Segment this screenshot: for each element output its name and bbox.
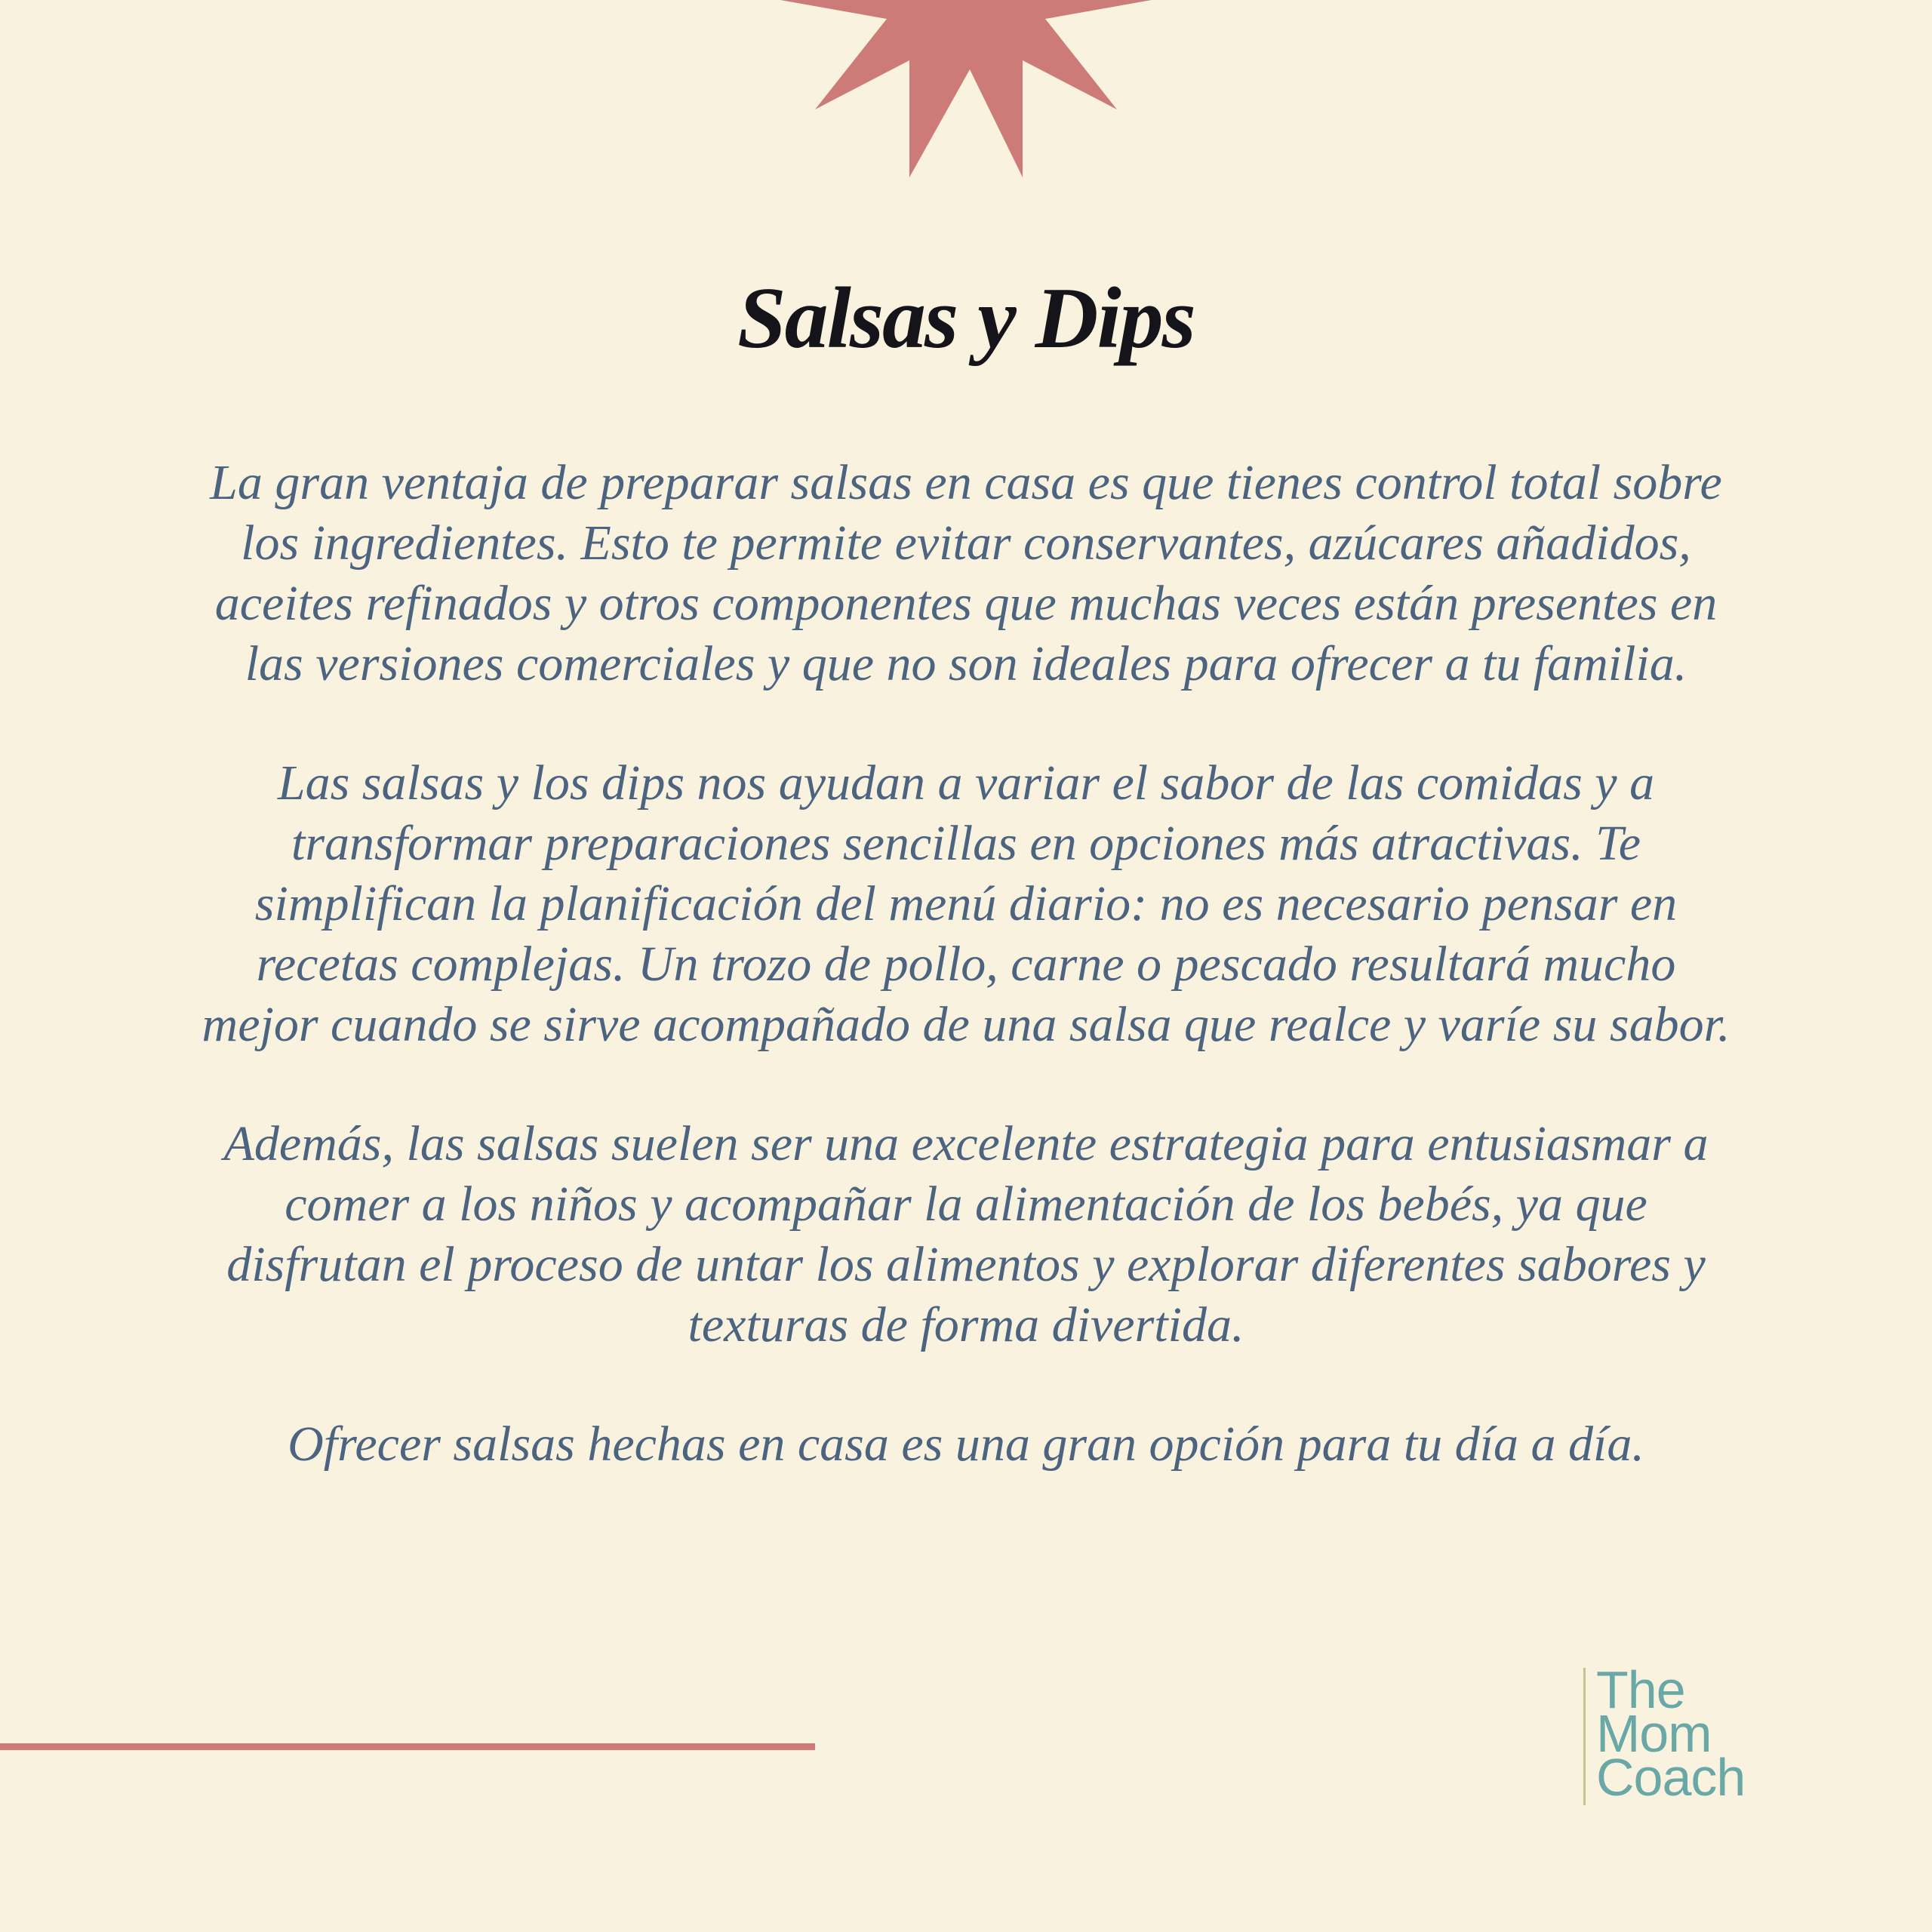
page-title: Salsas y Dips bbox=[737, 270, 1195, 367]
paragraph-1: La gran ventaja de preparar salsas en casa es que tienes control total sobre los ingredientes. Esto te permite evitar conservantes, azúcares añadidos, aceites refinados y otros componentes que muchas veces están presentes en las versiones comerciales y que no son ideales para ofrecer a tu familia. bbox=[210, 455, 1722, 691]
logo-line-2: Mom bbox=[1596, 1704, 1712, 1763]
brand-logo bbox=[1583, 1660, 1746, 1807]
logo-line-3: Coach bbox=[1596, 1748, 1746, 1807]
body-text bbox=[196, 453, 1736, 1475]
paragraph-4: Ofrecer salsas hechas en casa es una gran opción para tu día a día. bbox=[288, 1417, 1644, 1472]
paragraph-3: Además, las salsas suelen ser una excelente estrategia para entusiasmar a comer a los niños y acompañar la alimentación de los bebés, ya que disfrutan el proceso de untar los alimentos y explorar diferentes sabores y texturas de forma divertida. bbox=[223, 1116, 1709, 1352]
logo-line-1: The bbox=[1596, 1660, 1685, 1719]
star-burst-icon bbox=[0, 0, 1932, 196]
horizontal-divider bbox=[0, 1743, 815, 1750]
paragraph-2: Las salsas y los dips nos ayudan a variar el sabor de las comidas y a transformar preparaciones sencillas en opciones más atractivas. Te simplifican la planificación del menú diario: no es necesario pensar en recetas complejas. Un trozo de pollo, carne o pescado resultará mucho mejor cuando se sirve acompañado de una salsa que realce y varíe su sabor. bbox=[202, 755, 1730, 1052]
